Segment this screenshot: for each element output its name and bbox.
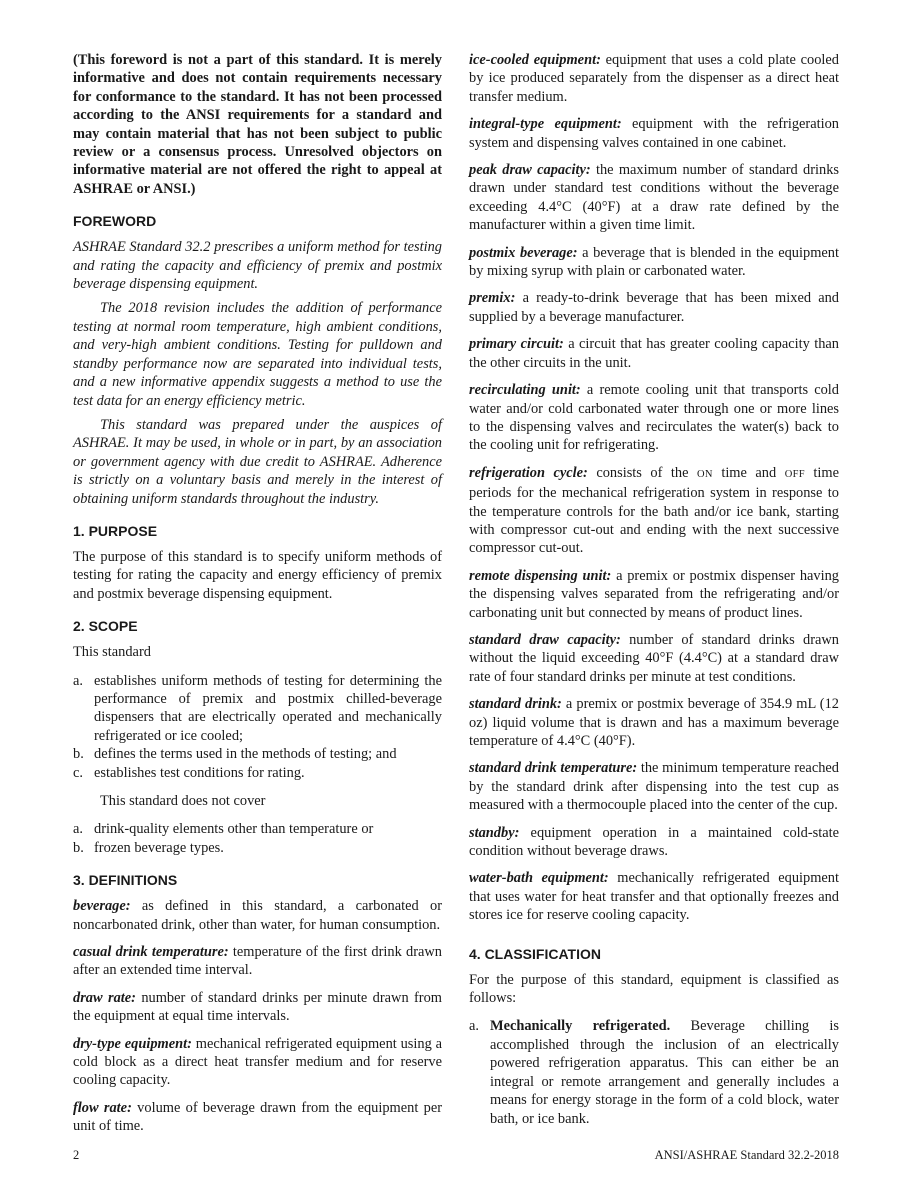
list-item xyxy=(73,839,442,857)
list-text: establishes test conditions for rating. xyxy=(94,764,305,781)
definition-text: the maximum number of standard drinks drawn under standard test conditions without the beverage exceeding 4.4°C (40°F) at a draw rate defined by the manufacturer within a given time limit. xyxy=(469,162,839,234)
definition-term: premix: xyxy=(469,290,516,307)
definition-term: primary circuit: xyxy=(469,336,564,353)
definition-term: standard drink temperature: xyxy=(469,760,638,777)
definitions-heading: 3. DEFINITIONS xyxy=(73,872,178,889)
definition-term: integral-type equipment: xyxy=(469,116,622,133)
definition xyxy=(469,695,839,750)
foreword-paragraph: ASHRAE Standard 32.2 prescribes a uniform method for testing and rating the capacity and efficiency of premix and postmix beverage dispensing equipment. xyxy=(73,239,442,293)
definition-text: a beverage that is blended in the equipment by mixing syrup with plain or carbonated water. xyxy=(469,244,839,280)
classification-list xyxy=(469,1017,839,1127)
definition-term: recirculating unit: xyxy=(469,382,581,399)
definition-text: mechanically refrigerated equipment that uses water for heat transfer and that optionally freezes and stores ice for reserve cooling capacity. xyxy=(469,870,839,924)
small-caps-on: ON xyxy=(697,468,713,480)
definition xyxy=(469,464,839,558)
informative-note: (This foreword is not a part of this standard. It is merely informative and does not contain requirements necessary for conformance to the standard. It has not been processed according to the ANSI requirements for a standard and may contain material that has not been subject to public review or a consensus process. Unresolved objectors on informative material are not offered the right to appeal at ASHRAE or ANSI.) xyxy=(73,52,442,197)
definition xyxy=(469,244,839,281)
definition-text: a circuit that has greater cooling capacity than the other circuits in the unit. xyxy=(469,336,839,371)
classification-lead: Mechanically refrigerated. xyxy=(490,1018,671,1035)
definition-text: number of standard drinks per minute drawn from the equipment at equal time intervals. xyxy=(73,989,442,1025)
definition-text: equipment that uses a cold plate cooled by ice produced separately from the dispenser as a direct heat transfer medium. xyxy=(469,52,839,105)
purpose-text: The purpose of this standard is to specify uniform methods of testing for rating the capacity and energy efficiency of premix and postmix beverage dispensing equipment. xyxy=(73,548,442,602)
purpose-heading: 1. PURPOSE xyxy=(73,522,158,539)
definition-text: a remote cooling unit that transports cold water and/or cold carbonated water through one or more lines to the dispensing valves and recirculates the water(s) back to the cooling unit for refrigerating. xyxy=(469,382,839,454)
foreword-paragraph: This standard was prepared under the auspices of ASHRAE. It may be used, in whole or in part, by an association or government agency with due credit to ASHRAE. Adherence is strictly on a voluntary basis and merely in the interest of obtaining uniform standards throughout the industry. xyxy=(73,416,442,507)
scope-not-covers-list xyxy=(73,820,442,857)
scope-intro: This standard xyxy=(73,644,151,661)
definition xyxy=(469,869,839,924)
definition-text: volume of beverage drawn from the equipment per unit of time. xyxy=(73,1099,443,1135)
list-marker: a. xyxy=(469,1018,479,1035)
definition-term: casual drink temperature: xyxy=(73,944,229,961)
list-item xyxy=(73,820,442,838)
definition-term: standby: xyxy=(469,824,520,841)
list-marker: b. xyxy=(73,839,84,856)
definition-term: remote dispensing unit: xyxy=(469,567,612,584)
list-marker: b. xyxy=(73,746,84,763)
list-text: drink-quality elements other than temperature or xyxy=(94,821,374,838)
list-marker: a. xyxy=(73,821,83,838)
list-item xyxy=(73,764,442,782)
list-text: establishes uniform methods of testing for determining the performance of premix and postmix chilled-beverage dispensers that are electrically operated and mechanically refrigerated or ice cooled; xyxy=(94,672,442,744)
definition-term: beverage: xyxy=(73,898,131,915)
definition-text: a ready-to-drink beverage that has been mixed and supplied by a beverage manufacturer. xyxy=(469,290,839,325)
list-item xyxy=(469,1017,839,1127)
list-text: frozen beverage types. xyxy=(94,839,224,856)
definition-term: standard drink: xyxy=(469,696,562,713)
list-text: defines the terms used in the methods of testing; and xyxy=(94,746,397,763)
scope-not-cover-intro: This standard does not cover xyxy=(100,793,266,809)
definition xyxy=(73,989,442,1026)
definition xyxy=(469,115,839,152)
definition xyxy=(469,289,839,326)
foreword-heading: FOREWORD xyxy=(73,213,157,230)
definition-text: the minimum temperature reached by the standard drink after dispensing into the test cup as measured with a thermocouple placed into the center of the cup. xyxy=(469,760,839,814)
definition-term: dry-type equipment: xyxy=(73,1035,192,1052)
definition xyxy=(73,897,442,934)
definition xyxy=(469,759,839,814)
scope-heading: 2. SCOPE xyxy=(73,618,138,635)
definition-term: draw rate: xyxy=(73,989,136,1006)
definition-text: number of standard drinks drawn without the liquid exceeding 40°F (4.4°C) at a standard draw rate of four standard drinks per minute at test conditions. xyxy=(469,631,840,685)
classification-text: Beverage chilling is accomplished through the inclusion of an electrically powered refrigeration apparatus. This can either be an integral or remote arrangement and generally includes a means for energy storage in the form of a cold block, water bath, or ice bank. xyxy=(490,1018,839,1127)
right-column xyxy=(469,51,839,1136)
definition-text: equipment operation in a maintained cold-state condition without beverage draws. xyxy=(469,824,839,860)
list-item xyxy=(73,672,442,746)
definition xyxy=(469,381,839,455)
list-item xyxy=(73,745,442,763)
definition xyxy=(469,631,839,686)
small-caps-off: OFF xyxy=(784,468,805,480)
definition xyxy=(469,567,839,622)
definition-term: flow rate: xyxy=(73,1099,132,1116)
classification-heading: 4. CLASSIFICATION xyxy=(469,945,601,962)
list-marker: c. xyxy=(73,764,83,781)
definition-term: peak draw capacity: xyxy=(469,162,591,179)
list-marker: a. xyxy=(73,672,83,689)
definition-term: postmix beverage: xyxy=(469,244,578,261)
left-column xyxy=(73,51,442,1145)
footer-standard: ANSI/ASHRAE Standard 32.2-2018 xyxy=(654,1148,839,1162)
definition-term: refrigeration cycle: xyxy=(469,464,588,481)
definition xyxy=(469,335,839,372)
definition xyxy=(469,51,839,106)
definition-text: a premix or postmix dispenser having the dispensing valves separated from the refrigerating and/or carbonating unit but connected by means of product lines. xyxy=(469,567,839,621)
definition-text: mechanical refrigerated equipment using a cold block as a direct heat transfer medium and for reserve cooling capacity. xyxy=(73,1035,442,1089)
definition xyxy=(73,1035,442,1090)
definition-term: standard draw capacity: xyxy=(469,631,621,648)
definition xyxy=(73,943,442,980)
list-text xyxy=(490,1017,839,1127)
definition xyxy=(73,1099,442,1136)
definition xyxy=(469,824,839,861)
foreword-paragraph: The 2018 revision includes the addition of performance testing at normal room temperature, high ambient conditions, and very-high ambient conditions. Testing for pulldown and standby performance now are separated into individual tests, and a new informative appendix suggests a method to use the test data for an energy efficiency metric. xyxy=(73,300,442,409)
definition-term: ice-cooled equipment: xyxy=(469,52,601,68)
definition-term: water-bath equipment: xyxy=(469,870,609,887)
page-number: 2 xyxy=(73,1148,80,1162)
definition xyxy=(469,161,839,235)
definition-text: consists of the xyxy=(587,464,698,481)
definition-text: a premix or postmix beverage of 354.9 mL (12 oz) liquid volume that is drawn and has a maximum beverage temperature of 4.4°C (40°F). xyxy=(469,696,839,749)
definition-text: time and xyxy=(712,464,785,481)
definition-text: as defined in this standard, a carbonated or noncarbonated drink, other than water, for human consumption. xyxy=(73,898,442,933)
definition-text: equipment with the refrigeration system and dispensing valves contained in one cabinet. xyxy=(469,116,839,151)
definition-text: temperature of the first drink drawn after an extended time interval. xyxy=(73,944,443,979)
scope-covers-list xyxy=(73,672,442,782)
definition-text: time periods for the mechanical refrigeration system in response to the temperature controls for the bath and/or ice bank, starting with compressor cut-out and ending with the next successive compressor cut-out. xyxy=(469,464,839,557)
classification-intro: For the purpose of this standard, equipment is classified as follows: xyxy=(469,971,839,1007)
